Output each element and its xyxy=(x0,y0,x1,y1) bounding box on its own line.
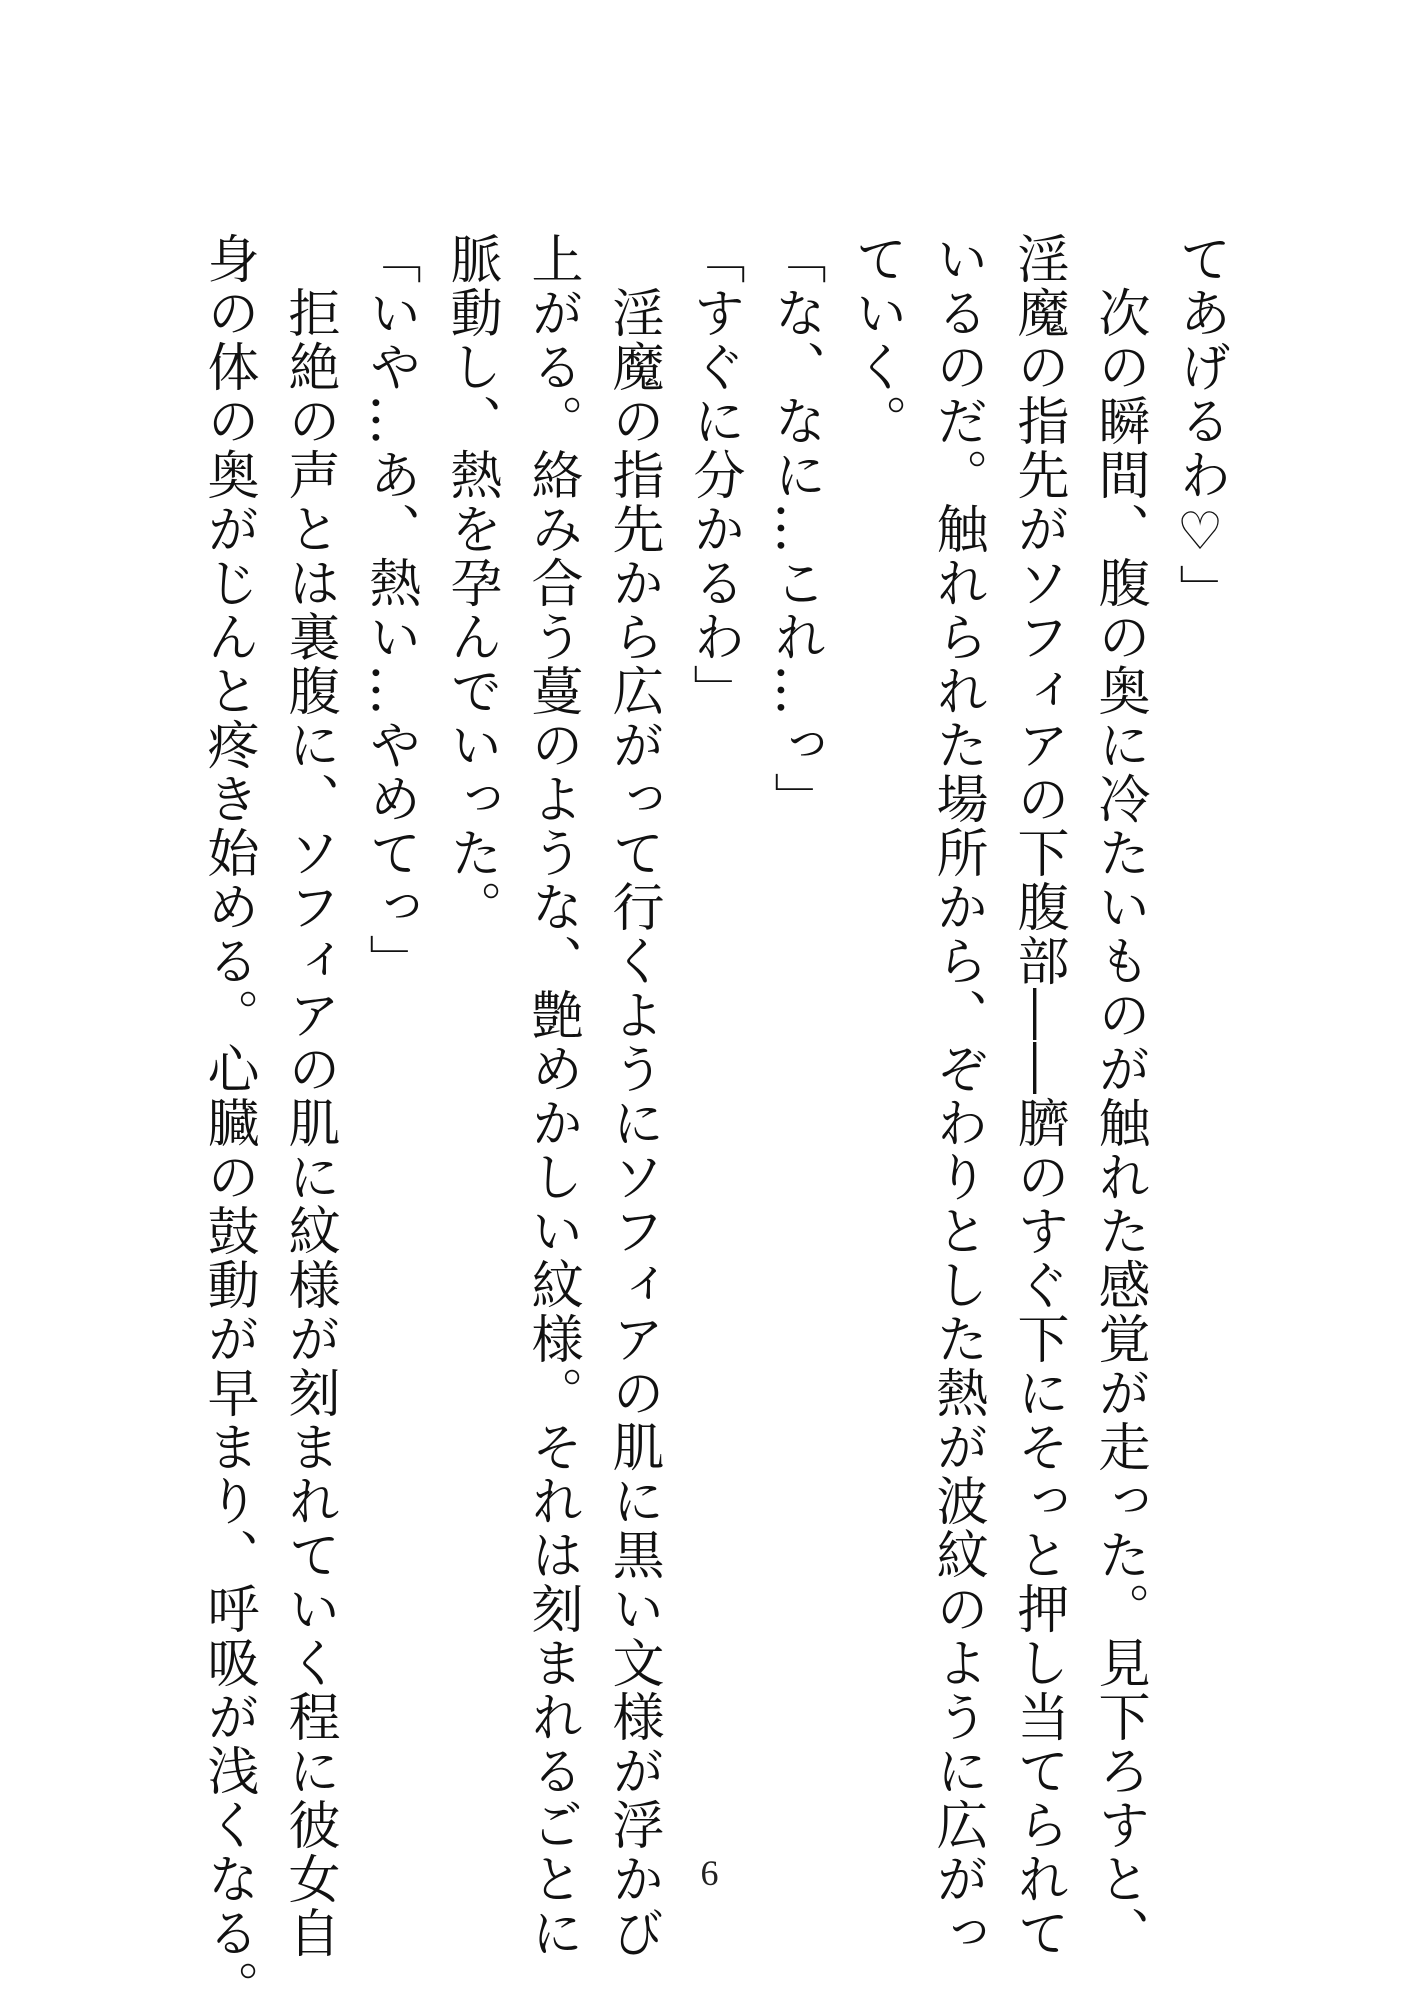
text-line: 淫魔の指先がソフィアの下腹部――臍のすぐ下にそっと押し当てられて xyxy=(1008,232,1068,1960)
text-line: 上がる。絡み合う蔓のような、艶めかしい紋様。それは刻まれるごとに xyxy=(522,232,582,1960)
text-line: いるのだ。触れられた場所から、ぞわりとした熱が波紋のように広がっ xyxy=(927,232,987,1960)
text-line: 「すぐに分かるわ」 xyxy=(684,232,744,718)
text-line: 身の体の奥がじんと疼き始める。心臓の鼓動が早まり、呼吸が浅くなる。 xyxy=(198,232,258,2014)
text-line: 「いや…あ、熱い…やめてっ」 xyxy=(360,232,420,988)
text-line: 次の瞬間、腹の奥に冷たいものが触れた感覚が走った。見下ろすと、 xyxy=(1089,232,1149,1960)
text-line: 「な、なに…これ…っ」 xyxy=(765,232,825,826)
text-line: 脈動し、熱を孕んでいった。 xyxy=(441,232,501,934)
text-line: 拒絶の声とは裏腹に、ソフィアの肌に紋様が刻まれていく程に彼女自 xyxy=(279,232,339,1960)
text-line: 淫魔の指先から広がって行くようにソフィアの肌に黒い文様が浮かび xyxy=(603,232,663,1960)
text-line: てあげるわ♡」 xyxy=(1170,232,1230,618)
vertical-text-body xyxy=(198,232,1240,2014)
text-line: ていく。 xyxy=(846,232,906,448)
page-number: 6 xyxy=(700,1853,719,1893)
